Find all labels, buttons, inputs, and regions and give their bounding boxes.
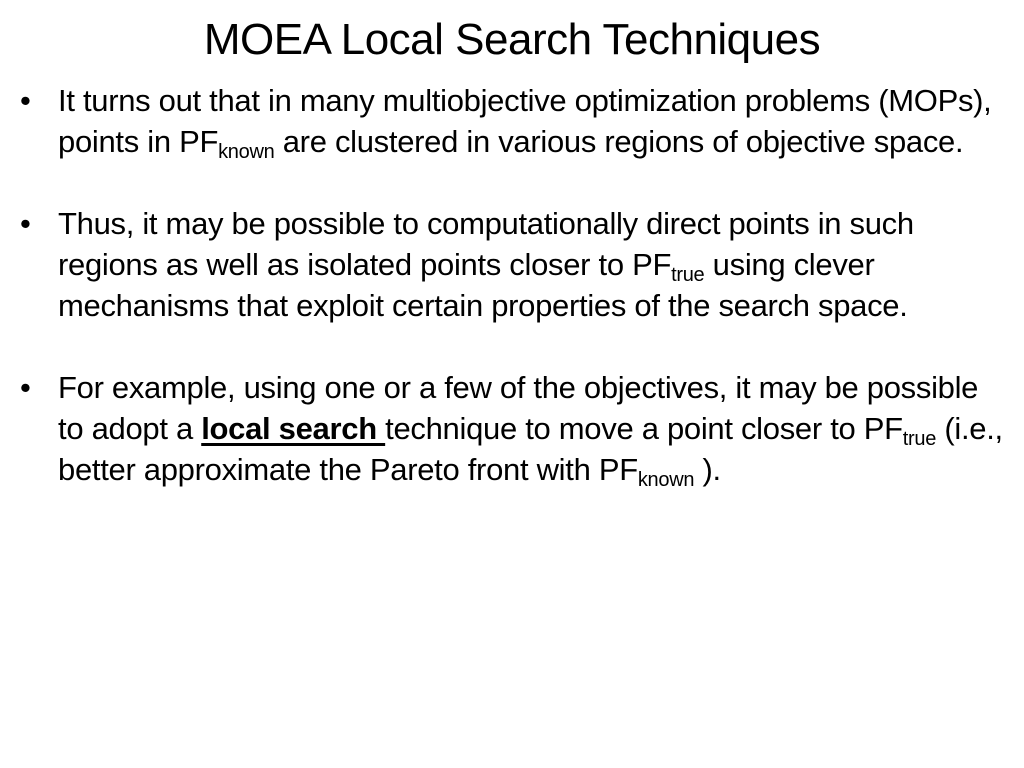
slide-title: MOEA Local Search Techniques <box>203 15 821 64</box>
bullet-text: technique to move a point closer to PF <box>385 411 903 446</box>
bullet-text: For example, using one or a few of the objectives, it may be possible to adopt a <box>58 370 979 446</box>
bullet-item-3 <box>20 367 1010 490</box>
bullet-text: It turns out that in many multiobjective optimization problems (MOPs), points in PF <box>58 83 992 159</box>
subscript: true <box>671 264 705 286</box>
bullet-text: are clustered in various regions of objective space. <box>274 124 964 159</box>
emphasis-local-search: local search <box>201 411 386 446</box>
bullet-text: ). <box>694 452 721 487</box>
bullet-marker: • <box>20 206 31 241</box>
subscript: true <box>902 428 937 450</box>
bullet-item-1 <box>20 80 1010 162</box>
bullet-item-2 <box>20 203 1010 326</box>
bullet-list <box>20 80 1010 531</box>
bullet-marker: • <box>20 370 31 405</box>
subscript: known <box>218 141 275 163</box>
bullet-text: Thus, it may be possible to computationally direct points in such regions as well as isolated points closer to PF <box>58 206 914 282</box>
bullet-marker: • <box>20 83 31 118</box>
bullet-text: using clever mechanisms that exploit certain properties of the search space. <box>58 247 908 323</box>
bullet-text: (i.e., better approximate the Pareto front with PF <box>58 411 1003 487</box>
subscript: known <box>637 469 695 491</box>
